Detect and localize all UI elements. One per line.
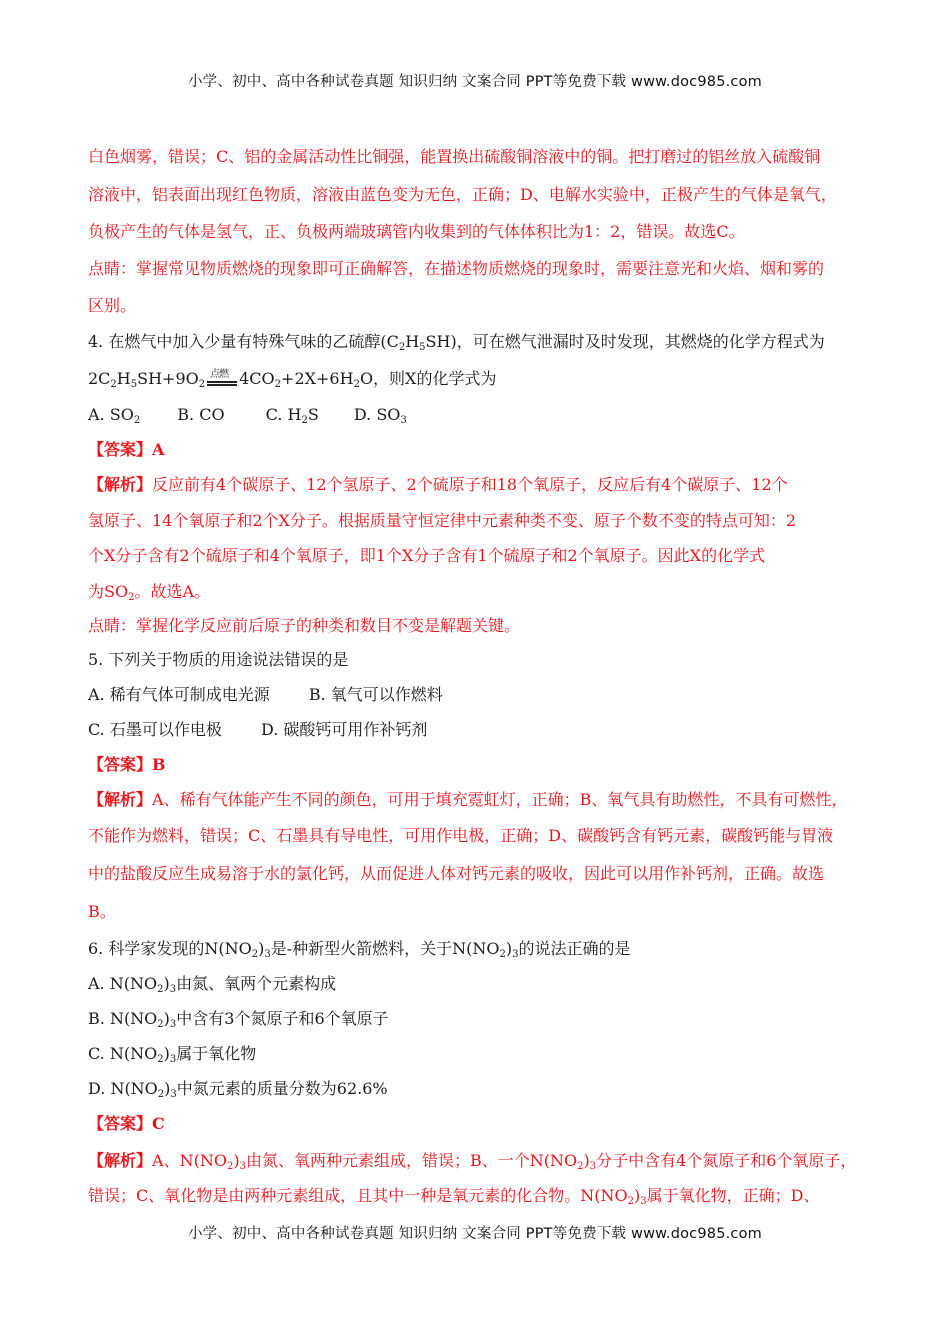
option-d: D. $SO_3$ (353, 405, 407, 426)
option-a: A. $SO_2$ (88, 405, 141, 426)
question-5-options-ab (88, 685, 443, 705)
question-5-options-cd (88, 720, 427, 740)
explanation-line: 【解析】A、稀有气体能产生不同的颜色，可用于填充霓虹灯，正确；B、氧气具有助燃性，不具有可燃性， (88, 790, 848, 809)
page-footer: 小学、初中、高中各种试卷真题 知识归纳 文案合同 PPT等免费下载 www.doc985.com (187, 1226, 763, 1242)
explanation-line: 负极产生的气体是氢气，正、负极两端玻璃管内收集到的气体体积比为1：2，错误。故选C。 (88, 222, 745, 241)
option-b: B. CO (177, 405, 225, 424)
answer-line: 【答案】A (88, 440, 165, 459)
option-c: C. 石墨可以作电极 (88, 720, 222, 739)
question-4-options (88, 405, 407, 425)
explanation-line: 为$SO_2$。故选A。 (88, 582, 211, 603)
answer-line: 【答案】C (88, 1114, 165, 1133)
reaction-condition-icon: 点燃 (207, 371, 237, 385)
tip-line: 点睛：掌握化学反应前后原子的种类和数目不变是解题关键。 (88, 616, 521, 635)
answer-line: 【答案】B (88, 755, 166, 774)
option-c: C. $N(NO_2)_3$属于氧化物 (88, 1044, 257, 1065)
question-6-stem: 6. 科学家发现的$N(NO_2)_3$是-种新型火箭燃料，关于$N(NO_2)_3$的说法正确的是 (88, 939, 631, 960)
explanation-line: 错误；C、氧化物是由两种元素组成，且其中一种是氧元素的化合物。$N(NO_2)_3$属于氧化物，正确；D、 (88, 1186, 820, 1207)
tip-line: 点睛：掌握常见物质燃烧的现象即可正确解答，在描述物质燃烧的现象时，需要注意光和火焰、烟和雾的 (88, 259, 825, 278)
option-d: D. $N(NO_2)_3$中氮元素的质量分数为62.6% (88, 1079, 388, 1100)
explanation-line: 个X分子含有2个硫原子和4个氧原子，即1个X分子含有1个硫原子和2个氧原子。因此X的化学式 (88, 546, 766, 565)
tip-line: 区别。 (88, 296, 137, 315)
question-5-stem: 5. 下列关于物质的用途说法错误的是 (88, 650, 349, 669)
option-a: A. $N(NO_2)_3$由氮、氧两个元素构成 (88, 974, 337, 995)
explanation-line: 中的盐酸反应生成易溶于水的氯化钙，从而促进人体对钙元素的吸收，因此可以用作补钙剂，正确。故选 (88, 864, 825, 883)
option-c: C. $H_2S$ (265, 405, 319, 426)
explanation-line: 白色烟雾，错误；C、铝的金属活动性比铜强，能置换出硫酸铜溶液中的铜。把打磨过的铝丝放入硫酸铜 (88, 147, 821, 166)
chemical-equation: $2C_2H_5SH+9O_2$ 点燃 $4CO_2+2X+6H_2O$，则X的化学式为 (88, 369, 497, 390)
question-4-stem: 4. 在燃气中加入少量有特殊气味的乙硫醇$(C_2H_5SH)$，可在燃气泄漏时及时发现，其燃烧的化学方程式为 (88, 332, 825, 353)
explanation-line: 【解析】反应前有4个碳原子、12个氢原子、2个硫原子和18个氧原子，反应后有4个碳原子、12个 (88, 475, 788, 494)
explanation-line: 不能作为燃料，错误；C、石墨具有导电性，可用作电极，正确；D、碳酸钙含有钙元素，碳酸钙能与胃液 (88, 826, 834, 845)
option-b: B. 氧气可以作燃料 (308, 685, 443, 704)
option-a: A. 稀有气体可制成电光源 (88, 685, 270, 704)
page-header: 小学、初中、高中各种试卷真题 知识归纳 文案合同 PPT等免费下载 www.doc985.com (187, 74, 763, 90)
explanation-line: B。 (88, 902, 116, 921)
explanation-line: 【解析】A、$N(NO_2)_3$由氮、氧两种元素组成，错误；B、一个$N(NO_2)_3$分子中含有4个氮原子和6个氧原子， (88, 1151, 857, 1172)
explanation-line: 溶液中，铝表面出现红色物质，溶液由蓝色变为无色，正确；D、电解水实验中，正极产生的气体是氧气， (88, 185, 837, 204)
explanation-line: 氢原子、14个氧原子和2个X分子。根据质量守恒定律中元素种类不变、原子个数不变的特点可知：2 (88, 511, 797, 530)
option-d: D. 碳酸钙可用作补钙剂 (260, 720, 428, 739)
option-b: B. $N(NO_2)_3$中含有3个氮原子和6个氧原子 (88, 1009, 389, 1030)
